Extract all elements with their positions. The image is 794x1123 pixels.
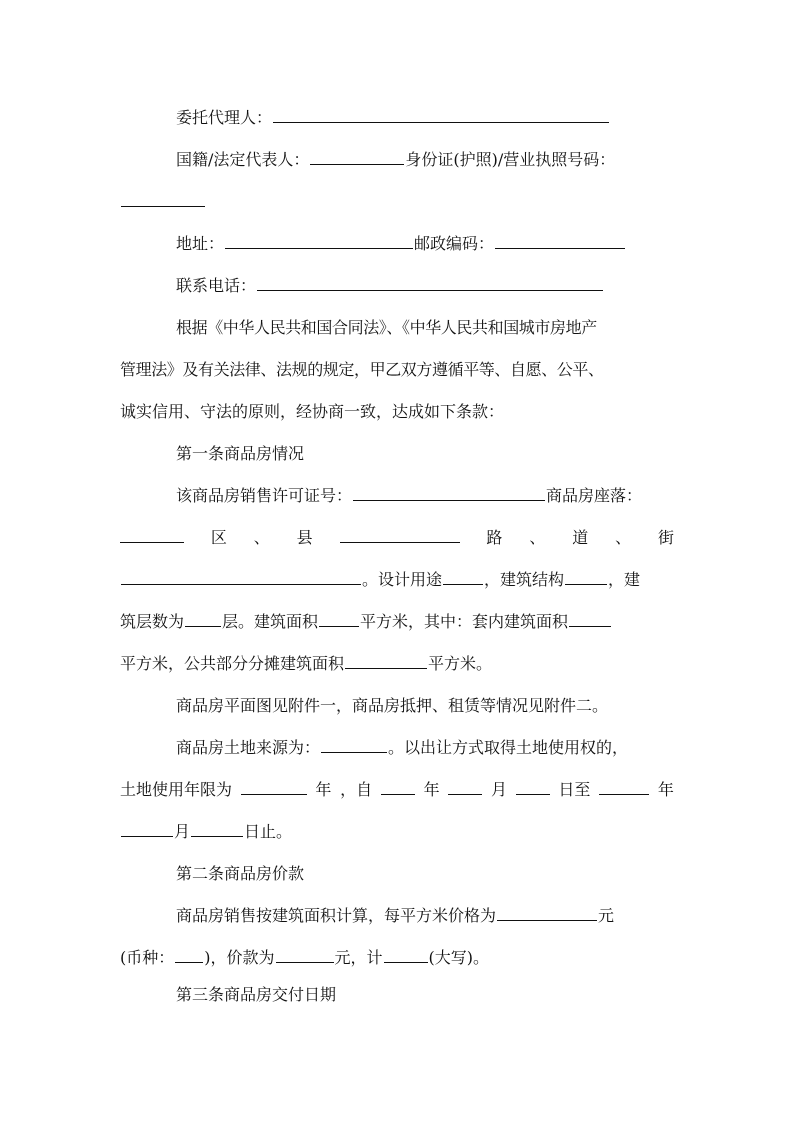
land-term-line: [120, 775, 674, 805]
permit-label: 该商品房销售许可证号：: [176, 486, 353, 505]
basis-line-1: 根据《中华人民共和国合同法》、《中华人民共和国城市房地产: [176, 318, 597, 337]
year-text: 年: [423, 780, 440, 799]
structure-tail: ，建: [608, 570, 641, 589]
day-to-text: 日至: [558, 780, 591, 799]
county-text: 县: [296, 528, 313, 547]
postal-label: 邮政编码：: [414, 234, 495, 253]
permit-line: [120, 481, 674, 511]
location-line: [120, 523, 674, 553]
price-label: 商品房销售按建筑面积计算，每平方米价格为: [176, 906, 497, 925]
land-tail: 。以出让方式取得土地使用权的，: [388, 738, 629, 757]
separator: 、: [615, 528, 632, 547]
id-number-blank[interactable]: [121, 188, 205, 207]
district-text: 区: [210, 528, 227, 547]
floors-line: [120, 607, 674, 637]
separator: 、: [529, 528, 546, 547]
land-line: [120, 733, 674, 763]
article2-title: 第二条商品房价款: [176, 864, 305, 883]
end-year-blank[interactable]: [599, 776, 649, 795]
land-years-blank[interactable]: [241, 776, 307, 795]
nationality-label: 国籍/法定代表人：: [176, 150, 310, 169]
id-label: 身份证(护照)/营业执照号码：: [405, 150, 616, 169]
agent-line: [120, 103, 674, 133]
year-text: 年: [315, 780, 332, 799]
floors-unit: 层。建筑面积: [222, 612, 319, 631]
currency-label: (币种：: [120, 948, 175, 967]
agent-blank[interactable]: [273, 104, 609, 123]
start-month-blank[interactable]: [448, 776, 482, 795]
end-month-blank[interactable]: [121, 818, 173, 837]
postal-blank[interactable]: [495, 230, 625, 249]
id-number-line: [120, 187, 674, 217]
month-text: 月: [490, 780, 507, 799]
separator: 、: [253, 528, 270, 547]
total-price-blank[interactable]: [276, 944, 334, 963]
common-area-end: 平方米。: [428, 654, 493, 673]
nationality-line: [120, 145, 674, 175]
currency-blank[interactable]: [175, 944, 203, 963]
land-term-label: 土地使用年限为: [120, 780, 233, 799]
yuan-ji-text: 元，计: [334, 948, 383, 967]
price-total-label: )，价款为: [204, 948, 275, 967]
address-detail-blank[interactable]: [121, 566, 361, 585]
floors-label: 筑层数为: [120, 612, 185, 631]
land-label: 商品房土地来源为：: [176, 738, 321, 757]
road-text: 路: [486, 528, 503, 547]
article1-title: 第一条商品房情况: [176, 444, 305, 463]
common-area-line: [120, 649, 674, 679]
agent-label: 委托代理人：: [176, 108, 273, 127]
price-line: [120, 901, 674, 931]
structure-blank[interactable]: [565, 566, 607, 585]
road-blank[interactable]: [340, 524, 460, 543]
basis-line-3: 诚实信用、守法的原则，经协商一致，达成如下条款：: [120, 402, 505, 421]
avenue-text: 街: [657, 528, 674, 547]
floors-blank[interactable]: [185, 608, 221, 627]
total-price-line: [120, 943, 674, 973]
start-day-blank[interactable]: [516, 776, 550, 795]
usage-line: [120, 565, 674, 595]
from-text: ，自: [340, 780, 373, 799]
permit-blank[interactable]: [353, 482, 545, 501]
common-area-label: 平方米，公共部分分摊建筑面积: [120, 654, 345, 673]
unit-price-blank[interactable]: [497, 902, 597, 921]
year-text: 年: [657, 780, 674, 799]
basis-line-2: 管理法》及有关法律、法规的规定，甲乙双方遵循平等、自愿、公平、: [120, 360, 604, 379]
start-year-blank[interactable]: [381, 776, 415, 795]
inner-area-blank[interactable]: [569, 608, 611, 627]
common-area-blank[interactable]: [345, 650, 427, 669]
location-label: 商品房座落：: [546, 486, 643, 505]
end-date-line: [120, 817, 674, 847]
address-line: [120, 229, 674, 259]
day-end-text: 日止。: [244, 822, 293, 841]
article3-title: 第三条商品房交付日期: [176, 985, 337, 1004]
structure-label: ，建筑结构: [484, 570, 565, 589]
address-label: 地址：: [176, 234, 225, 253]
street-text: 道: [572, 528, 589, 547]
area-unit: 平方米，其中：套内建筑面积: [360, 612, 569, 631]
address-blank[interactable]: [225, 230, 413, 249]
capital-text: (大写)。: [428, 948, 490, 967]
month-text: 月: [174, 822, 191, 841]
building-area-blank[interactable]: [319, 608, 359, 627]
nationality-blank[interactable]: [310, 146, 404, 165]
end-day-blank[interactable]: [191, 818, 243, 837]
phone-blank[interactable]: [257, 272, 603, 291]
plan-line: 商品房平面图见附件一，商品房抵押、租赁等情况见附件二。: [176, 696, 609, 715]
usage-blank[interactable]: [443, 566, 483, 585]
phone-line: [120, 271, 674, 301]
capital-amount-blank[interactable]: [384, 944, 428, 963]
usage-label: 。设计用途: [362, 570, 443, 589]
district-blank[interactable]: [120, 524, 184, 543]
land-source-blank[interactable]: [321, 734, 387, 753]
phone-label: 联系电话：: [176, 276, 257, 295]
yuan-text: 元: [598, 906, 615, 925]
